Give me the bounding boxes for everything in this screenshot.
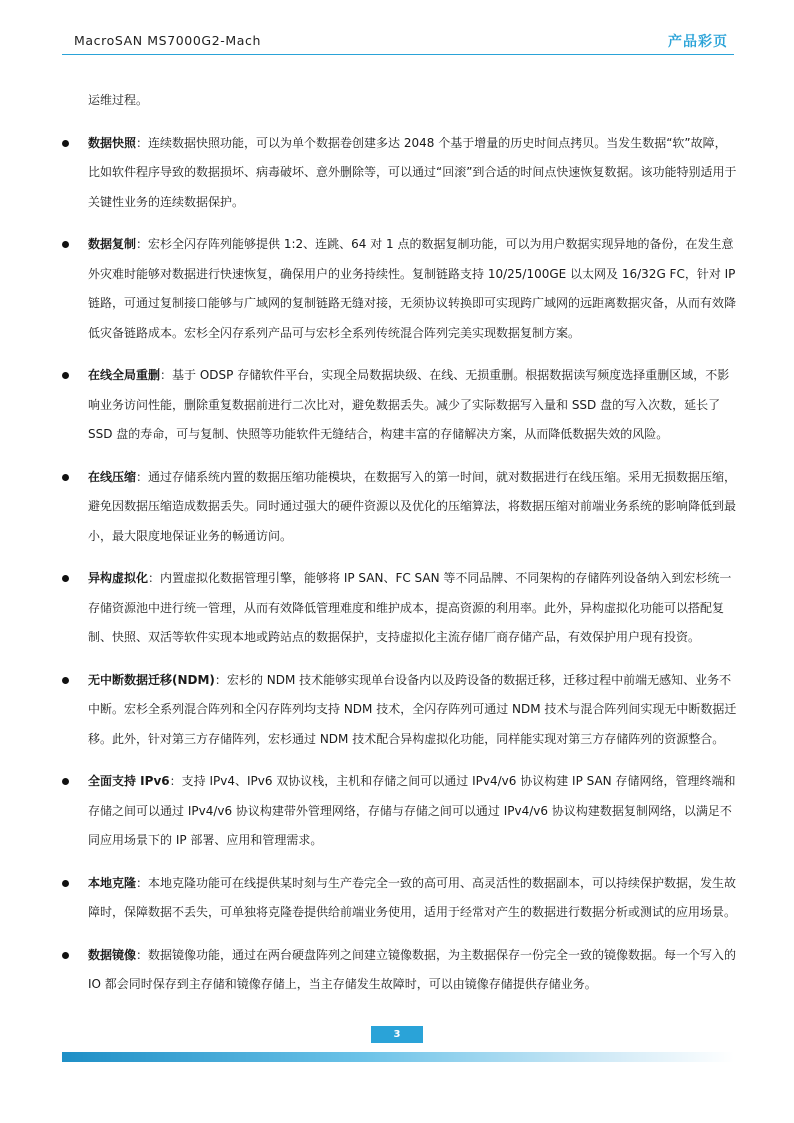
- bullet-text: 连续数据快照功能，可以为单个数据卷创建多达 2048 个基于增量的历史时间点拷贝。当发生数据“软”故障，比如软件程序导致的数据损坏、病毒破坏、意外删除等，可以通过“回滚”到合适的时间点快速恢复数据。该功能特别适用于关键性业务的连续数据保护。: [88, 135, 737, 209]
- page-content: [62, 86, 738, 1013]
- bullet-dot-icon: [62, 575, 69, 582]
- bullet-separator: ：: [148, 571, 161, 585]
- bullet-item-dedup: [62, 361, 738, 450]
- bullet-title: 数据快照: [88, 135, 137, 150]
- bullet-item-mirror: [62, 941, 738, 1000]
- bullet-dot-icon: [62, 241, 69, 248]
- bullet-text: 本地克隆功能可在线提供某时刻与生产卷完全一致的高可用、高灵活性的数据副本，可以持续保护数据，发生故障时，保障数据不丢失，可单独将克隆卷提供给前端业务使用，适用于经常对产生的数据进行数据分析或测试的应用场景。: [88, 875, 737, 919]
- bullet-text: 基于 ODSP 存储软件平台，实现全局数据块级、在线、无损重删。根据数据读写频度选择重删区域，不影响业务访问性能，删除重复数据前进行二次比对，避免数据丢失。减少了实际数据写入量和 SSD 盘的写入次数，延长了 SSD 盘的寿命，可与复制、快照等功能软件无缝结合，构建丰富的存储解决方案，从而降低数据失效的风险。: [88, 368, 730, 441]
- bullet-item-compression: [62, 463, 738, 552]
- bullet-title: 数据复制: [88, 237, 137, 251]
- bullet-item-snapshot: [62, 129, 738, 218]
- bullet-text: 内置虚拟化数据管理引擎，能够将 IP SAN、FC SAN 等不同品牌、不同架构的存储阵列设备纳入到宏杉统一存储资源池中进行统一管理，从而有效降低管理难度和维护成本，提高资源的利用率。此外，异构虚拟化功能可以搭配复制、快照、双活等软件实现本地或跨站点的数据保护，支持虚拟化主流存储厂商存储产品，有效保护用户现有投资。: [88, 571, 732, 644]
- bullet-dot-icon: [62, 778, 69, 785]
- bullet-separator: ：: [214, 672, 227, 687]
- bullet-text: 宏杉的 NDM 技术能够实现单台设备内以及跨设备的数据迁移，迁移过程中前端无感知、业务不中断。宏杉全系列混合阵列和全闪存阵列均支持 NDM 技术，全闪存阵列可通过 NDM 技术与混合阵列间实现无中断数据迁移。此外，针对第三方存储阵列，宏杉通过 NDM 技术配合异构虚拟化功能，同样能实现对第三方存储阵列的资源整合。: [88, 672, 737, 746]
- bullet-text: 通过存储系统内置的数据压缩功能模块，在数据写入的第一时间，就对数据进行在线压缩。采用无损数据压缩，避免因数据压缩造成数据丢失。同时通过强大的硬件资源以及优化的压缩算法，将数据压缩对前端业务系统的影响降低到最小，最大限度地保证业务的畅通访问。: [88, 469, 737, 543]
- bullet-title: 全面支持 IPv6: [88, 774, 170, 788]
- bullet-dot-icon: [62, 952, 69, 959]
- bullet-item-replication: [62, 230, 738, 348]
- section-title: 产品彩页: [668, 34, 728, 50]
- bullet-item-ipv6: [62, 767, 738, 856]
- bullet-title: 在线全局重删: [88, 368, 161, 382]
- bullet-separator: ：: [169, 774, 182, 788]
- bullet-separator: ：: [136, 469, 149, 484]
- page-number: 3: [371, 1026, 423, 1043]
- bullet-dot-icon: [62, 677, 69, 684]
- bullet-separator: ：: [160, 368, 173, 382]
- bullet-item-clone: [62, 869, 738, 928]
- bullet-item-virtualization: [62, 564, 738, 653]
- bullet-text: 支持 IPv4、IPv6 双协议栈，主机和存储之间可以通过 IPv4/v6 协议构建 IP SAN 存储网络，管理终端和存储之间可以通过 IPv4/v6 协议构建带外管理网络，存储与存储之间可以通过 IPv4/v6 协议构建数据复制网络，以满足不同应用场景下的 IP 部署、应用和管理需求。: [88, 774, 736, 847]
- bullet-dot-icon: [62, 140, 69, 147]
- bullet-text: 宏杉全闪存阵列能够提供 1:2、连跳、64 对 1 点的数据复制功能，可以为用户数据实现异地的备份，在发生意外灾难时能够对数据进行快速恢复，确保用户的业务持续性。复制链路支持 10/25/100GE 以太网及 16/32G FC，针对 IP 链路，可通过复制接口能够与广域网的复制链路无缝对接，无须协议转换即可实现跨广域网的远距离数据灾备，从而有效降低灾备链路成本。宏杉全闪存系列产品可与宏杉全系列传统混合阵列完美实现数据复制方案。: [88, 237, 737, 340]
- bullet-item-ndm: [62, 666, 738, 755]
- bullet-title: 异构虚拟化: [88, 571, 149, 585]
- bullet-separator: ：: [136, 875, 149, 890]
- page-header: [62, 28, 734, 56]
- bullet-title: 在线压缩: [88, 469, 137, 484]
- bullet-dot-icon: [62, 880, 69, 887]
- product-name: MacroSAN MS7000G2-Mach: [74, 33, 261, 48]
- continuation-text: 运维过程。: [88, 93, 149, 107]
- bullet-text: 数据镜像功能，通过在两台硬盘阵列之间建立镜像数据，为主数据保存一份完全一致的镜像数据。每一个写入的 IO 都会同时保存到主存储和镜像存储上，当主存储发生故障时，可以由镜像存储提供存储业务。: [88, 947, 737, 991]
- bullet-title: 数据镜像: [88, 947, 137, 962]
- bullet-separator: ：: [136, 947, 149, 962]
- bullet-dot-icon: [62, 372, 69, 379]
- header-divider: [62, 54, 734, 55]
- bullet-title: 本地克隆: [88, 875, 137, 890]
- bullet-title: 无中断数据迁移(NDM): [88, 672, 215, 687]
- bullet-separator: ：: [136, 135, 149, 150]
- bullet-separator: ：: [136, 237, 149, 251]
- bullet-dot-icon: [62, 474, 69, 481]
- footer-gradient-bar: [62, 1052, 734, 1062]
